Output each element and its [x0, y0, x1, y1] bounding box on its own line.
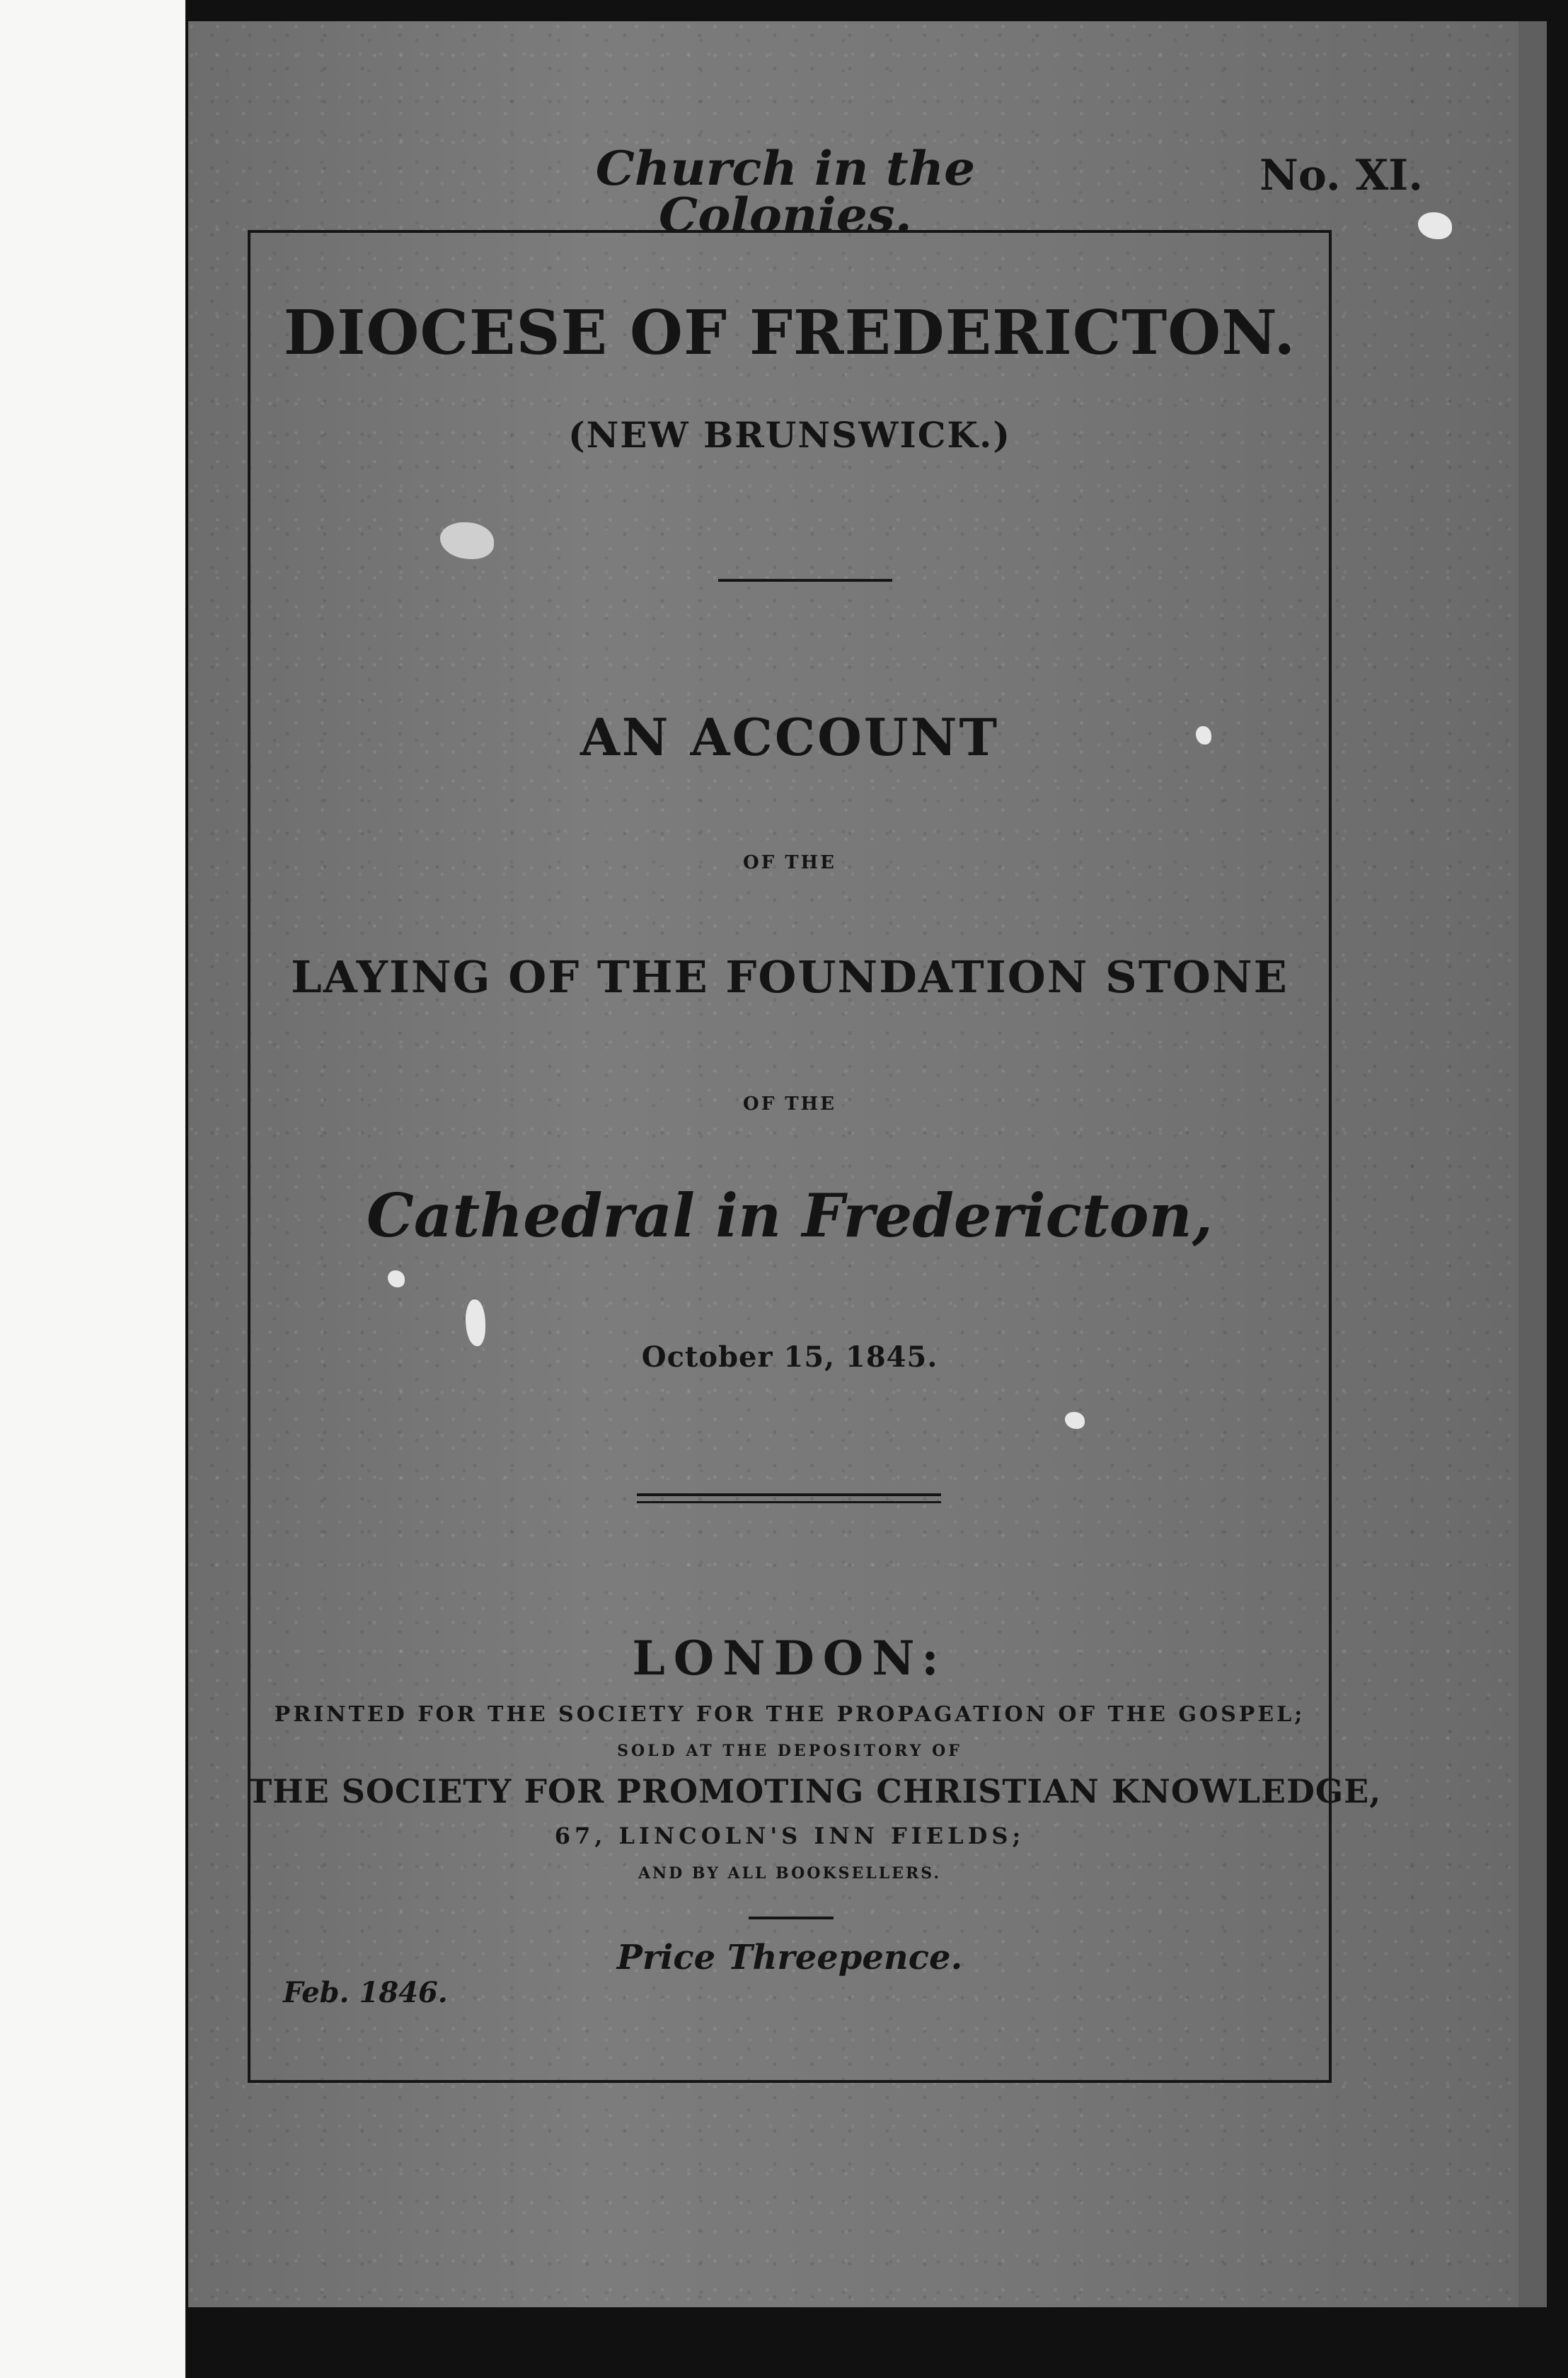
scan-margin-left: [0, 0, 185, 2378]
page-edge-right: [1518, 21, 1547, 2307]
cathedral-heading: Cathedral in Fredericton,: [367, 1181, 1213, 1251]
of-the-line: OF THE: [743, 852, 836, 873]
date-line: October 15, 1845.: [641, 1340, 938, 1374]
imprint-city: LONDON:: [632, 1631, 947, 1686]
short-rule: [749, 1917, 834, 1919]
subject-heading: LAYING OF THE FOUNDATION STONE: [291, 951, 1289, 1003]
imprint-address: 67, LINCOLN'S INN FIELDS;: [554, 1822, 1025, 1849]
diocese-heading: DIOCESE OF FREDERICTON.: [283, 297, 1296, 369]
short-rule: [718, 579, 892, 582]
province-subheading: (NEW BRUNSWICK.): [567, 414, 1012, 456]
imprint-booksellers: AND BY ALL BOOKSELLERS.: [638, 1864, 941, 1883]
imprint-printed-for: PRINTED FOR THE SOCIETY FOR THE PROPAGATION OF THE GOSPEL;: [274, 1702, 1305, 1727]
imprint-sold-at: SOLD AT THE DEPOSITORY OF: [617, 1742, 962, 1760]
series-title: Church in the Colonies.: [595, 141, 976, 243]
issue-date: Feb. 1846.: [283, 1976, 448, 2009]
imprint-society: THE SOCIETY FOR PROMOTING CHRISTIAN KNOWLEDGE,: [248, 1772, 1382, 1810]
double-rule: [637, 1493, 941, 1503]
price-line: Price Threepence.: [616, 1938, 963, 1977]
account-heading: AN ACCOUNT: [580, 707, 1000, 767]
series-number: No. XI.: [1259, 151, 1424, 200]
of-the-line: OF THE: [743, 1093, 836, 1115]
